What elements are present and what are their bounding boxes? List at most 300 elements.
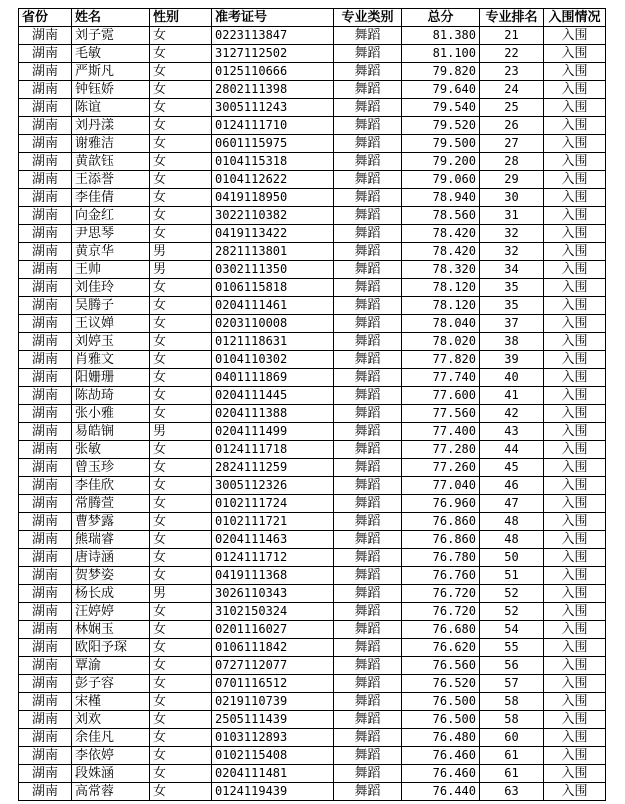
name-cell: 王议婵: [72, 315, 150, 333]
table-row: [19, 81, 606, 99]
table-row: [19, 225, 606, 243]
exam-id-cell: 0302111350: [212, 261, 334, 279]
name-cell: 刘丹漾: [72, 117, 150, 135]
score-cell: 76.480: [402, 729, 480, 747]
major-cell: 舞蹈: [334, 603, 402, 621]
score-cell: 79.500: [402, 135, 480, 153]
status-cell: 入围: [544, 153, 606, 171]
table-row: [19, 261, 606, 279]
score-cell: 79.520: [402, 117, 480, 135]
table-row: [19, 99, 606, 117]
score-cell: 78.120: [402, 297, 480, 315]
table-row: [19, 351, 606, 369]
province-cell: 湖南: [19, 459, 72, 477]
major-cell: 舞蹈: [334, 477, 402, 495]
gender-cell: 女: [150, 207, 212, 225]
name-cell: 易皓锎: [72, 423, 150, 441]
name-cell: 陈劼琦: [72, 387, 150, 405]
exam-id-cell: 2824111259: [212, 459, 334, 477]
name-cell: 杨长成: [72, 585, 150, 603]
rank-cell: 41: [480, 387, 544, 405]
gender-cell: 女: [150, 279, 212, 297]
name-cell: 刘欢: [72, 711, 150, 729]
score-cell: 76.860: [402, 513, 480, 531]
score-cell: 77.740: [402, 369, 480, 387]
exam-id-cell: 0727112077: [212, 657, 334, 675]
results-table: [18, 8, 606, 801]
status-cell: 入围: [544, 351, 606, 369]
table-row: [19, 135, 606, 153]
table-row: [19, 369, 606, 387]
score-cell: 81.380: [402, 27, 480, 45]
major-cell: 舞蹈: [334, 783, 402, 801]
score-cell: 76.560: [402, 657, 480, 675]
score-cell: 77.260: [402, 459, 480, 477]
rank-cell: 51: [480, 567, 544, 585]
province-cell: 湖南: [19, 135, 72, 153]
score-cell: 78.020: [402, 333, 480, 351]
exam-id-cell: 0204111481: [212, 765, 334, 783]
score-cell: 78.040: [402, 315, 480, 333]
status-cell: 入围: [544, 81, 606, 99]
gender-cell: 女: [150, 351, 212, 369]
table-row: [19, 783, 606, 801]
exam-id-cell: 0204111499: [212, 423, 334, 441]
gender-cell: 女: [150, 783, 212, 801]
exam-id-cell: 0204111463: [212, 531, 334, 549]
name-cell: 陈谊: [72, 99, 150, 117]
province-cell: 湖南: [19, 207, 72, 225]
gender-cell: 女: [150, 603, 212, 621]
major-cell: 舞蹈: [334, 261, 402, 279]
major-cell: 舞蹈: [334, 351, 402, 369]
province-cell: 湖南: [19, 297, 72, 315]
name-cell: 宋槿: [72, 693, 150, 711]
exam-id-cell: 0201116027: [212, 621, 334, 639]
status-cell: 入围: [544, 585, 606, 603]
province-cell: 湖南: [19, 243, 72, 261]
gender-cell: 女: [150, 333, 212, 351]
table-row: [19, 171, 606, 189]
rank-cell: 23: [480, 63, 544, 81]
gender-cell: 女: [150, 81, 212, 99]
table-row: [19, 297, 606, 315]
gender-cell: 男: [150, 261, 212, 279]
table-row: [19, 27, 606, 45]
exam-id-cell: 0219110739: [212, 693, 334, 711]
score-cell: 76.960: [402, 495, 480, 513]
exam-id-cell: 2505111439: [212, 711, 334, 729]
name-cell: 谢雅洁: [72, 135, 150, 153]
rank-cell: 63: [480, 783, 544, 801]
score-cell: 76.460: [402, 747, 480, 765]
status-cell: 入围: [544, 117, 606, 135]
name-cell: 王帅: [72, 261, 150, 279]
rank-cell: 50: [480, 549, 544, 567]
status-cell: 入围: [544, 279, 606, 297]
status-cell: 入围: [544, 27, 606, 45]
province-cell: 湖南: [19, 225, 72, 243]
gender-cell: 女: [150, 369, 212, 387]
rank-cell: 57: [480, 675, 544, 693]
header-name: 姓名: [72, 9, 150, 27]
major-cell: 舞蹈: [334, 333, 402, 351]
exam-id-cell: 2821113801: [212, 243, 334, 261]
exam-id-cell: 0204111445: [212, 387, 334, 405]
rank-cell: 32: [480, 243, 544, 261]
score-cell: 77.820: [402, 351, 480, 369]
score-cell: 79.640: [402, 81, 480, 99]
name-cell: 余佳凡: [72, 729, 150, 747]
table-row: [19, 675, 606, 693]
major-cell: 舞蹈: [334, 117, 402, 135]
gender-cell: 女: [150, 693, 212, 711]
status-cell: 入围: [544, 729, 606, 747]
name-cell: 王添誉: [72, 171, 150, 189]
name-cell: 汪婷婷: [72, 603, 150, 621]
rank-cell: 52: [480, 603, 544, 621]
major-cell: 舞蹈: [334, 531, 402, 549]
gender-cell: 女: [150, 153, 212, 171]
rank-cell: 40: [480, 369, 544, 387]
table-row: [19, 441, 606, 459]
status-cell: 入围: [544, 765, 606, 783]
exam-id-cell: 0103112893: [212, 729, 334, 747]
table-row: [19, 747, 606, 765]
score-cell: 78.420: [402, 225, 480, 243]
province-cell: 湖南: [19, 279, 72, 297]
gender-cell: 女: [150, 711, 212, 729]
exam-id-cell: 0419113422: [212, 225, 334, 243]
rank-cell: 24: [480, 81, 544, 99]
name-cell: 段姝涵: [72, 765, 150, 783]
table-row: [19, 423, 606, 441]
gender-cell: 女: [150, 441, 212, 459]
header-rank: 专业排名: [480, 9, 544, 27]
rank-cell: 54: [480, 621, 544, 639]
province-cell: 湖南: [19, 765, 72, 783]
exam-id-cell: 3005111243: [212, 99, 334, 117]
status-cell: 入围: [544, 387, 606, 405]
major-cell: 舞蹈: [334, 225, 402, 243]
gender-cell: 女: [150, 567, 212, 585]
exam-id-cell: 0102111724: [212, 495, 334, 513]
name-cell: 刘子霓: [72, 27, 150, 45]
major-cell: 舞蹈: [334, 405, 402, 423]
score-cell: 76.620: [402, 639, 480, 657]
header-major: 专业类别: [334, 9, 402, 27]
gender-cell: 女: [150, 387, 212, 405]
table-row: [19, 405, 606, 423]
province-cell: 湖南: [19, 63, 72, 81]
major-cell: 舞蹈: [334, 549, 402, 567]
province-cell: 湖南: [19, 261, 72, 279]
major-cell: 舞蹈: [334, 153, 402, 171]
gender-cell: 女: [150, 477, 212, 495]
status-cell: 入围: [544, 783, 606, 801]
status-cell: 入围: [544, 441, 606, 459]
province-cell: 湖南: [19, 351, 72, 369]
major-cell: 舞蹈: [334, 765, 402, 783]
exam-id-cell: 0601115975: [212, 135, 334, 153]
gender-cell: 女: [150, 45, 212, 63]
status-cell: 入围: [544, 315, 606, 333]
exam-id-cell: 0419118950: [212, 189, 334, 207]
status-cell: 入围: [544, 207, 606, 225]
score-cell: 76.460: [402, 765, 480, 783]
province-cell: 湖南: [19, 369, 72, 387]
score-cell: 77.400: [402, 423, 480, 441]
province-cell: 湖南: [19, 621, 72, 639]
rank-cell: 60: [480, 729, 544, 747]
rank-cell: 37: [480, 315, 544, 333]
name-cell: 严斯凡: [72, 63, 150, 81]
rank-cell: 35: [480, 297, 544, 315]
rank-cell: 45: [480, 459, 544, 477]
exam-id-cell: 3005112326: [212, 477, 334, 495]
rank-cell: 39: [480, 351, 544, 369]
status-cell: 入围: [544, 513, 606, 531]
exam-id-cell: 3022110382: [212, 207, 334, 225]
gender-cell: 女: [150, 99, 212, 117]
major-cell: 舞蹈: [334, 441, 402, 459]
province-cell: 湖南: [19, 387, 72, 405]
province-cell: 湖南: [19, 513, 72, 531]
rank-cell: 21: [480, 27, 544, 45]
table-row: [19, 243, 606, 261]
gender-cell: 男: [150, 585, 212, 603]
province-cell: 湖南: [19, 639, 72, 657]
name-cell: 高常蓉: [72, 783, 150, 801]
major-cell: 舞蹈: [334, 423, 402, 441]
score-cell: 77.600: [402, 387, 480, 405]
status-cell: 入围: [544, 297, 606, 315]
gender-cell: 女: [150, 495, 212, 513]
table-row: [19, 153, 606, 171]
province-cell: 湖南: [19, 153, 72, 171]
exam-id-cell: 0104112622: [212, 171, 334, 189]
table-row: [19, 585, 606, 603]
major-cell: 舞蹈: [334, 135, 402, 153]
exam-id-cell: 0124111718: [212, 441, 334, 459]
exam-id-cell: 0104110302: [212, 351, 334, 369]
table-row: [19, 495, 606, 513]
table-row: [19, 567, 606, 585]
header-exam-id: 准考证号: [212, 9, 334, 27]
status-cell: 入围: [544, 423, 606, 441]
status-cell: 入围: [544, 567, 606, 585]
province-cell: 湖南: [19, 675, 72, 693]
major-cell: 舞蹈: [334, 315, 402, 333]
major-cell: 舞蹈: [334, 99, 402, 117]
major-cell: 舞蹈: [334, 621, 402, 639]
major-cell: 舞蹈: [334, 81, 402, 99]
province-cell: 湖南: [19, 585, 72, 603]
score-cell: 79.540: [402, 99, 480, 117]
score-cell: 76.780: [402, 549, 480, 567]
province-cell: 湖南: [19, 729, 72, 747]
table-row: [19, 189, 606, 207]
header-status: 入围情况: [544, 9, 606, 27]
gender-cell: 女: [150, 315, 212, 333]
name-cell: 常腾萱: [72, 495, 150, 513]
province-cell: 湖南: [19, 27, 72, 45]
major-cell: 舞蹈: [334, 657, 402, 675]
rank-cell: 48: [480, 531, 544, 549]
rank-cell: 25: [480, 99, 544, 117]
major-cell: 舞蹈: [334, 45, 402, 63]
table-row: [19, 459, 606, 477]
table-row: [19, 513, 606, 531]
table-row: [19, 621, 606, 639]
major-cell: 舞蹈: [334, 207, 402, 225]
rank-cell: 31: [480, 207, 544, 225]
header-province: 省份: [19, 9, 72, 27]
status-cell: 入围: [544, 333, 606, 351]
table-row: [19, 549, 606, 567]
province-cell: 湖南: [19, 531, 72, 549]
table-row: [19, 693, 606, 711]
province-cell: 湖南: [19, 603, 72, 621]
exam-id-cell: 0106115818: [212, 279, 334, 297]
score-cell: 78.420: [402, 243, 480, 261]
rank-cell: 38: [480, 333, 544, 351]
name-cell: 张小雅: [72, 405, 150, 423]
gender-cell: 女: [150, 297, 212, 315]
exam-id-cell: 0106111842: [212, 639, 334, 657]
rank-cell: 61: [480, 765, 544, 783]
name-cell: 尹思琴: [72, 225, 150, 243]
exam-id-cell: 0102115408: [212, 747, 334, 765]
rank-cell: 56: [480, 657, 544, 675]
gender-cell: 女: [150, 27, 212, 45]
score-cell: 79.060: [402, 171, 480, 189]
table-row: [19, 729, 606, 747]
score-cell: 78.940: [402, 189, 480, 207]
major-cell: 舞蹈: [334, 171, 402, 189]
name-cell: 钟钰娇: [72, 81, 150, 99]
table-row: [19, 657, 606, 675]
province-cell: 湖南: [19, 45, 72, 63]
gender-cell: 女: [150, 657, 212, 675]
table-row: [19, 207, 606, 225]
status-cell: 入围: [544, 225, 606, 243]
major-cell: 舞蹈: [334, 387, 402, 405]
status-cell: 入围: [544, 639, 606, 657]
name-cell: 黄歆钰: [72, 153, 150, 171]
rank-cell: 48: [480, 513, 544, 531]
rank-cell: 42: [480, 405, 544, 423]
major-cell: 舞蹈: [334, 459, 402, 477]
status-cell: 入围: [544, 405, 606, 423]
province-cell: 湖南: [19, 495, 72, 513]
status-cell: 入围: [544, 621, 606, 639]
exam-id-cell: 0124111712: [212, 549, 334, 567]
province-cell: 湖南: [19, 81, 72, 99]
province-cell: 湖南: [19, 477, 72, 495]
rank-cell: 35: [480, 279, 544, 297]
table-row: [19, 711, 606, 729]
exam-id-cell: 0102111721: [212, 513, 334, 531]
exam-id-cell: 0204111461: [212, 297, 334, 315]
name-cell: 欧阳予琛: [72, 639, 150, 657]
province-cell: 湖南: [19, 657, 72, 675]
major-cell: 舞蹈: [334, 711, 402, 729]
name-cell: 李佳倩: [72, 189, 150, 207]
major-cell: 舞蹈: [334, 747, 402, 765]
rank-cell: 52: [480, 585, 544, 603]
score-cell: 76.860: [402, 531, 480, 549]
score-cell: 76.500: [402, 693, 480, 711]
gender-cell: 女: [150, 513, 212, 531]
gender-cell: 女: [150, 621, 212, 639]
name-cell: 彭子容: [72, 675, 150, 693]
major-cell: 舞蹈: [334, 243, 402, 261]
status-cell: 入围: [544, 747, 606, 765]
table-body: [19, 27, 606, 801]
table-row: [19, 315, 606, 333]
exam-id-cell: 3102150324: [212, 603, 334, 621]
province-cell: 湖南: [19, 99, 72, 117]
province-cell: 湖南: [19, 711, 72, 729]
table-row: [19, 477, 606, 495]
name-cell: 熊瑞睿: [72, 531, 150, 549]
name-cell: 曾玉珍: [72, 459, 150, 477]
major-cell: 舞蹈: [334, 279, 402, 297]
province-cell: 湖南: [19, 315, 72, 333]
name-cell: 刘婷玉: [72, 333, 150, 351]
name-cell: 黄京华: [72, 243, 150, 261]
exam-id-cell: 0204111388: [212, 405, 334, 423]
gender-cell: 女: [150, 189, 212, 207]
rank-cell: 22: [480, 45, 544, 63]
gender-cell: 女: [150, 531, 212, 549]
table-row: [19, 531, 606, 549]
gender-cell: 女: [150, 747, 212, 765]
score-cell: 76.520: [402, 675, 480, 693]
status-cell: 入围: [544, 189, 606, 207]
table-row: [19, 117, 606, 135]
gender-cell: 女: [150, 405, 212, 423]
name-cell: 贺梦姿: [72, 567, 150, 585]
exam-id-cell: 0124111710: [212, 117, 334, 135]
exam-id-cell: 0419111368: [212, 567, 334, 585]
status-cell: 入围: [544, 495, 606, 513]
rank-cell: 55: [480, 639, 544, 657]
header-gender: 性别: [150, 9, 212, 27]
rank-cell: 29: [480, 171, 544, 189]
major-cell: 舞蹈: [334, 675, 402, 693]
name-cell: 毛敏: [72, 45, 150, 63]
status-cell: 入围: [544, 369, 606, 387]
gender-cell: 男: [150, 423, 212, 441]
exam-id-cell: 0121118631: [212, 333, 334, 351]
rank-cell: 58: [480, 693, 544, 711]
status-cell: 入围: [544, 657, 606, 675]
status-cell: 入围: [544, 135, 606, 153]
name-cell: 李依婷: [72, 747, 150, 765]
major-cell: 舞蹈: [334, 189, 402, 207]
score-cell: 77.560: [402, 405, 480, 423]
rank-cell: 32: [480, 225, 544, 243]
score-cell: 77.280: [402, 441, 480, 459]
gender-cell: 女: [150, 459, 212, 477]
rank-cell: 46: [480, 477, 544, 495]
major-cell: 舞蹈: [334, 567, 402, 585]
name-cell: 肖雅文: [72, 351, 150, 369]
header-row: [19, 9, 606, 27]
status-cell: 入围: [544, 171, 606, 189]
